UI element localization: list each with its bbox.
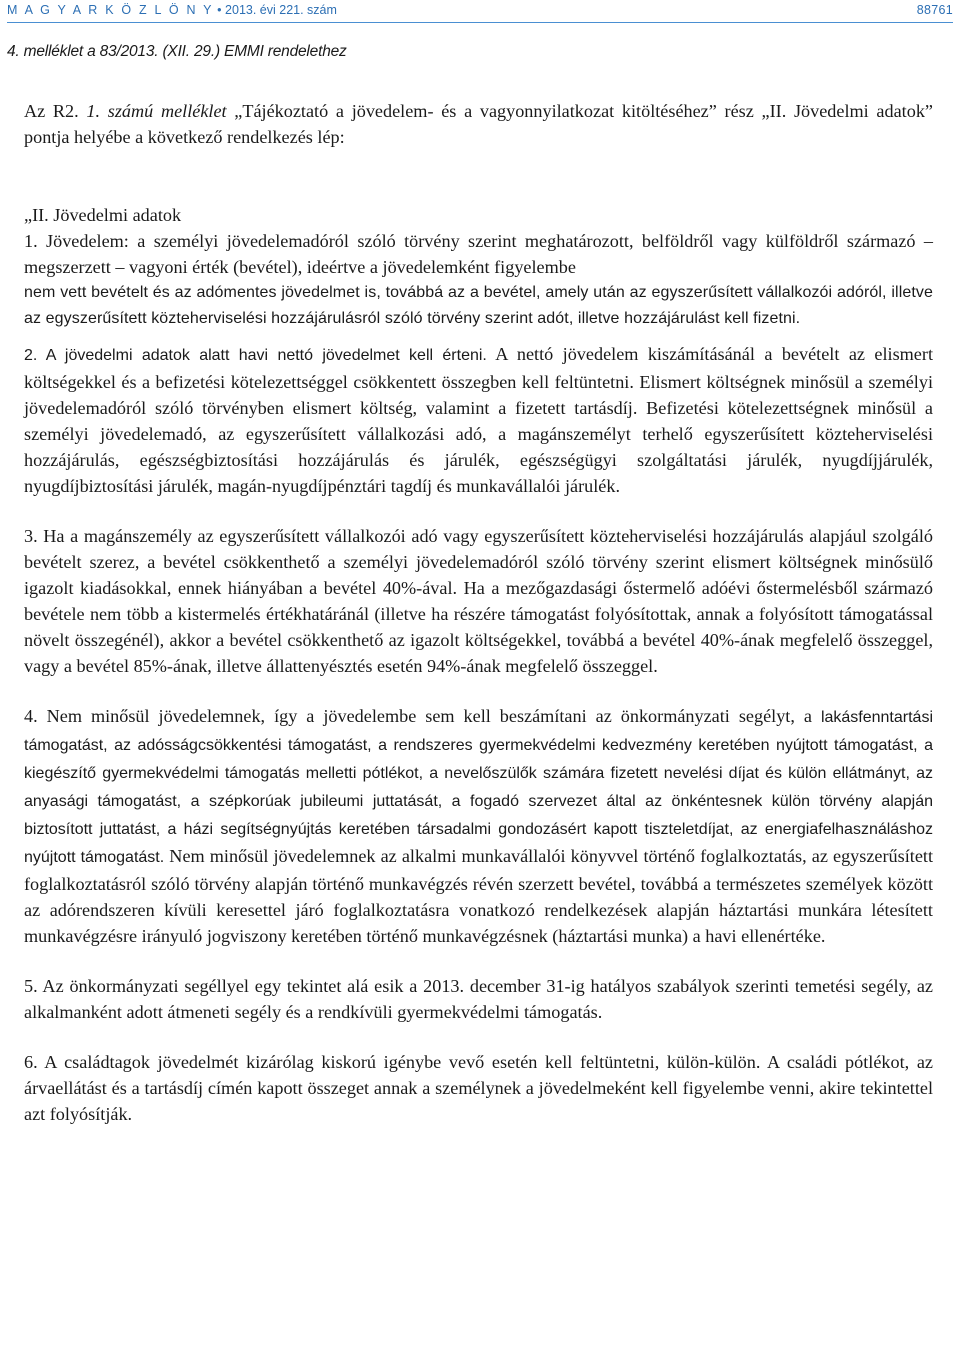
paragraph-6: 6. A családtagok jövedelmét kizárólag kiskorú igénybe vevő esetén kell feltüntetni, külön-külön. A családi pótlékot, az árvaellátást és a tartásdíj címén kapott összeget annak a személynek a jövedelmeként kell figyelembe venni, akire tekintettel azt folyósítják. — [24, 1052, 933, 1124]
bullet-separator: • — [217, 3, 222, 17]
annex-title: 4. melléklet a 83/2013. (XII. 29.) EMMI rendelethez — [7, 43, 347, 60]
section-heading: „II. Jövedelmi adatok — [24, 205, 182, 225]
paragraph-4-serif-a: 4. Nem minősül jövedelemnek, így a jövedelembe sem kell beszámítani az önkormányzati segélyt, a — [24, 706, 812, 726]
paragraph-2-sans: 2. A jövedelmi adatok alatt havi nettó jövedelmet kell érteni. — [24, 347, 487, 364]
journal-info — [7, 3, 337, 17]
paragraph-1-serif: 1. Jövedelem: a személyi jövedelemadóról szóló törvény szerint meghatározott, belföldről vagy külföldről származó – megszerzett – vagyoni érték (bevétel), ideértve a jövedelemként figyelembe — [24, 231, 933, 277]
paragraph-4-serif-b: Nem minősül jövedelemnek az alkalmi munkavállalói könyvvel történő foglalkoztatás, az egyszerűsített foglalkoztatásról szóló törvény alapján történő munkavégzés révén szerzett bevétel, továbbá a természetes személyek között az adórendszeren kívüli keresettel járó foglalkoztatásra vonatkozó rendelkezések alapján háztartási munkára létesített munkavégzésre irányuló jogviszony keretében történő munkavégzésnek (háztartási munka) a havi ellenértéke. — [24, 846, 933, 946]
page-number: 88761 — [916, 3, 953, 17]
issue-label: 2013. évi 221. szám — [225, 3, 337, 17]
paragraph-3: 3. Ha a magánszemély az egyszerűsített vállalkozói adó vagy egyszerűsített közteherviselési hozzájárulás alapjául szolgáló bevételt szerez, a bevétel csökkenthető a személyi jövedelemadóról szóló törvény szerint elismert költségnek minősülő igazolt kiadásokkal, ennek hiányában a bevétel 40%-ával. Ha a mezőgazdasági őstermelő adóévi őstermelésből származó bevétele nem több a kistermelés értékhatáránál (illetve ha részére támogatást folyósítottak, annak a folyósított támogatással növelt összegénél), akkor a bevétel csökkenthető az igazolt költségekkel, továbbá a bevétel 40%-ának megfelelő összeggel, vagy a bevétel 85%-ának, illetve állattenyésztés esetén 94%-ának megfelelő összeggel. — [24, 526, 933, 676]
paragraph-2 — [24, 341, 933, 499]
paragraph-1-continued: nem vett bevételt és az adómentes jövedelmet is, továbbá az a bevétel, amely után az egyszerűsített vállalkozói adóról, illetve az egyszerűsített közteherviselési hozzájárulásról szóló törvény szerint adót, illetve hozzájárulást kell fizetni. — [24, 284, 933, 327]
intro-prefix: Az R2. — [24, 101, 87, 121]
header-rule — [7, 22, 953, 23]
intro-suffix: „Tájékoztató a jövedelem- és a vagyonnyilatkozat kitöltéséhez” rész „II. Jövedelmi adatok” pontja helyébe a következő rendelkezés lép: — [24, 101, 933, 147]
journal-name: M A G Y A R K Ö Z L Ö N Y — [7, 3, 214, 17]
paragraph-1 — [24, 228, 933, 280]
paragraph-5: 5. Az önkormányzati segéllyel egy tekintet alá esik a 2013. december 31-ig hatályos szabályok szerinti temetési segély, az alkalmanként adott átmeneti segély és a rendkívüli gyermekvédelmi támogatás. — [24, 976, 933, 1022]
intro-italic: 1. számú melléklet — [86, 101, 227, 121]
intro-paragraph — [24, 98, 933, 150]
document-body — [24, 98, 933, 1127]
page-header — [7, 0, 953, 20]
paragraph-2-serif: A nettó jövedelem kiszámításánál a bevételt az elismert költségekkel és a befizetési kötelezettséggel csökkentett összegben kell feltüntetni. Elismert költségnek minősül a személyi jövedelemadóról szóló törvényben elismert költség, valamint a fizetett tartásdíj. Befizetési kötelezettségnek minősül a személyi jövedelemadó, az egyszerűsített vállalkozási adó, a magánszemélyt terhelő egyszerűsített közteherviselési hozzájárulás, egészségbiztosítási hozzájárulás és járulék, egészségügyi szolgáltatási járulék, nyugdíjjárulék, nyugdíjbiztosítási járulék, magán-nyugdíjpénztári tagdíj és munkavállalói járulék. — [24, 344, 933, 496]
paragraph-4-sans: lakásfenntartási támogatást, az adósságcsökkentési támogatást, a rendszeres gyermekvédelmi kedvezmény keretében nyújtott támogatást, a kiegészítő gyermekvédelmi támogatás melletti pótlékot, a nevelőszülők számára fizetett nevelési díjat és külön ellátmányt, az anyasági támogatást, a szépkorúak jubileumi juttatását, a fogadó szervezet által az önkéntesnek külön törvény alapján biztosított juttatást, a házi segítségnyújtás keretében társadalmi gondozásért kapott tiszteletdíjat, az energiafelhasználáshoz nyújtott támogatást. — [24, 709, 933, 866]
paragraph-4 — [24, 703, 933, 949]
